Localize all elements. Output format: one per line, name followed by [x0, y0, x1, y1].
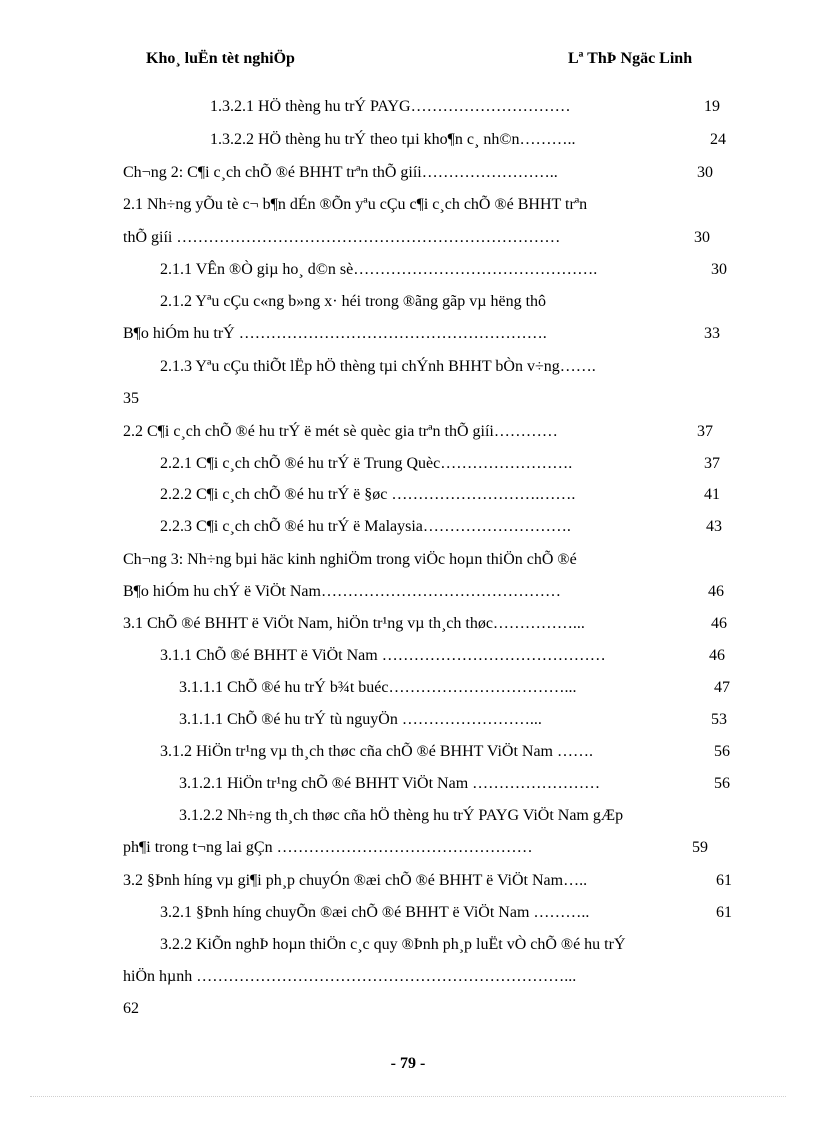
toc-entry-1-3-2-2: 1.3.2.2 HÖ thèng hu trÝ theo tµi kho¶n c¸ nh©n……….. [210, 131, 576, 148]
toc-entry-2-1-cont: thÕ giíi ……………………………………………………………… [123, 229, 561, 246]
toc-page-1-3-2-2: 24 [710, 131, 726, 148]
toc-page-2-2-1: 37 [704, 455, 720, 472]
toc-page-2-1-1: 30 [711, 261, 727, 278]
toc-entry-chapter-3: Ch¬ng 3: Nh÷ng bµi häc kinh nghiÖm trong viÖc hoµn thiÖn chÕ ®é [123, 551, 577, 568]
bottom-divider [30, 1096, 786, 1097]
toc-page-3-1-1: 46 [709, 647, 725, 664]
toc-entry-3-1-2-2-cont: ph¶i trong t¬ng lai gÇn ………………………………………… [123, 839, 533, 856]
toc-page-3-1-1-2: 53 [711, 711, 727, 728]
toc-entry-3-2-2-cont: hiÖn hµnh ……………………………………………………………... [123, 968, 577, 985]
toc-page-3-1-2-2: 59 [692, 839, 708, 856]
toc-entry-2-1-1: 2.1.1 VÊn ®Ò giµ ho¸ d©n sè………………………………………. [160, 261, 598, 278]
toc-entry-2-1: 2.1 Nh÷ng yÕu tè c¬ b¶n dÉn ®Õn yªu cÇu c¶i c¸ch chÕ ®é BHHT trªn [123, 196, 588, 213]
toc-entry-chapter-2: Ch¬ng 2: C¶i c¸ch chÕ ®é BHHT trªn thÕ giíi…………………….. [123, 164, 558, 181]
toc-page-3-2-2: 62 [123, 1000, 139, 1017]
toc-page-3-2: 61 [716, 872, 732, 889]
toc-entry-3-2: 3.2 §Þnh híng vµ gi¶i ph¸p chuyÓn ®æi chÕ ®é BHHT ë ViÖt Nam….. [123, 872, 588, 889]
header-author-name: Lª ThÞ Ngäc Linh [568, 50, 693, 67]
toc-entry-2-1-3: 2.1.3 Yªu cÇu thiÕt lËp hÖ thèng tµi chÝnh BHHT bÒn v÷ng……. [160, 358, 596, 375]
toc-entry-2-2-3: 2.2.3 C¶i c¸ch chÕ ®é hu trÝ ë Malaysia………………………. [160, 518, 571, 535]
toc-page-2-2: 37 [697, 423, 713, 440]
toc-entry-2-2-1: 2.2.1 C¶i c¸ch chÕ ®é hu trÝ ë Trung Quèc……………………. [160, 455, 573, 472]
toc-page-3-2-1: 61 [716, 904, 732, 921]
toc-page-3-1-1-1: 47 [714, 679, 730, 696]
toc-page-3-1-2-1: 56 [714, 775, 730, 792]
page-number: - 79 - [390, 1055, 426, 1072]
toc-page-2-2-3: 43 [706, 518, 722, 535]
toc-page-3-1: 46 [711, 615, 727, 632]
toc-entry-3-1-1-1: 3.1.1.1 ChÕ ®é hu trÝ b¾t buéc……………………………... [179, 679, 577, 696]
header-thesis-title: Kho¸ luËn tèt nghiÖp [146, 50, 295, 67]
toc-entry-2-1-2-cont: B¶o hiÓm hu trÝ …………………………………………………. [123, 325, 547, 342]
toc-entry-3-1-1-2: 3.1.1.1 ChÕ ®é hu trÝ tù nguyÖn ……………………... [179, 711, 542, 728]
toc-page-2-1: 30 [694, 229, 710, 246]
toc-page-2-1-2: 33 [704, 325, 720, 342]
toc-page-chapter-3: 46 [708, 583, 724, 600]
toc-entry-chapter-3-cont: B¶o hiÓm hu chÝ ë ViÖt Nam……………………………………… [123, 583, 561, 600]
toc-entry-3-1-2: 3.1.2 HiÖn tr¹ng vµ th¸ch thøc cña chÕ ®é BHHT ViÖt Nam ……. [160, 743, 593, 760]
toc-entry-3-1-1: 3.1.1 ChÕ ®é BHHT ë ViÖt Nam …………………………………… [160, 647, 606, 664]
toc-entry-3-2-1: 3.2.1 §Þnh híng chuyÕn ®æi chÕ ®é BHHT ë ViÖt Nam ……….. [160, 904, 590, 921]
toc-page-chapter-2: 30 [697, 164, 713, 181]
toc-entry-2-2-2: 2.2.2 C¶i c¸ch chÕ ®é hu trÝ ë §øc ……………………….……. [160, 486, 576, 503]
toc-entry-2-1-2: 2.1.2 Yªu cÇu c«ng b»ng x· héi trong ®ãng gãp vµ hëng thô [160, 293, 547, 310]
toc-entry-2-2: 2.2 C¶i c¸ch chÕ ®é hu trÝ ë mét sè quèc gia trªn thÕ giíi………… [123, 423, 558, 440]
toc-page-3-1-2: 56 [714, 743, 730, 760]
toc-page-2-2-2: 41 [704, 486, 720, 503]
toc-entry-3-1: 3.1 ChÕ ®é BHHT ë ViÖt Nam, hiÖn tr¹ng vµ th¸ch thøc……………... [123, 615, 585, 632]
toc-entry-3-1-2-2: 3.1.2.2 Nh÷ng th¸ch thøc cña hÖ thèng hu trÝ PAYG ViÖt Nam gÆp [179, 807, 624, 824]
toc-page-1-3-2-1: 19 [704, 98, 720, 115]
toc-entry-3-2-2: 3.2.2 KiÕn nghÞ hoµn thiÖn c¸c quy ®Þnh ph¸p luËt vÒ chÕ ®é hu trÝ [160, 936, 626, 953]
toc-page-2-1-3: 35 [123, 390, 139, 407]
toc-entry-3-1-2-1: 3.1.2.1 HiÖn tr¹ng chÕ ®é BHHT ViÖt Nam …………………… [179, 775, 601, 792]
toc-entry-1-3-2-1: 1.3.2.1 HÖ thèng hu trÝ PAYG………………………… [210, 98, 571, 115]
